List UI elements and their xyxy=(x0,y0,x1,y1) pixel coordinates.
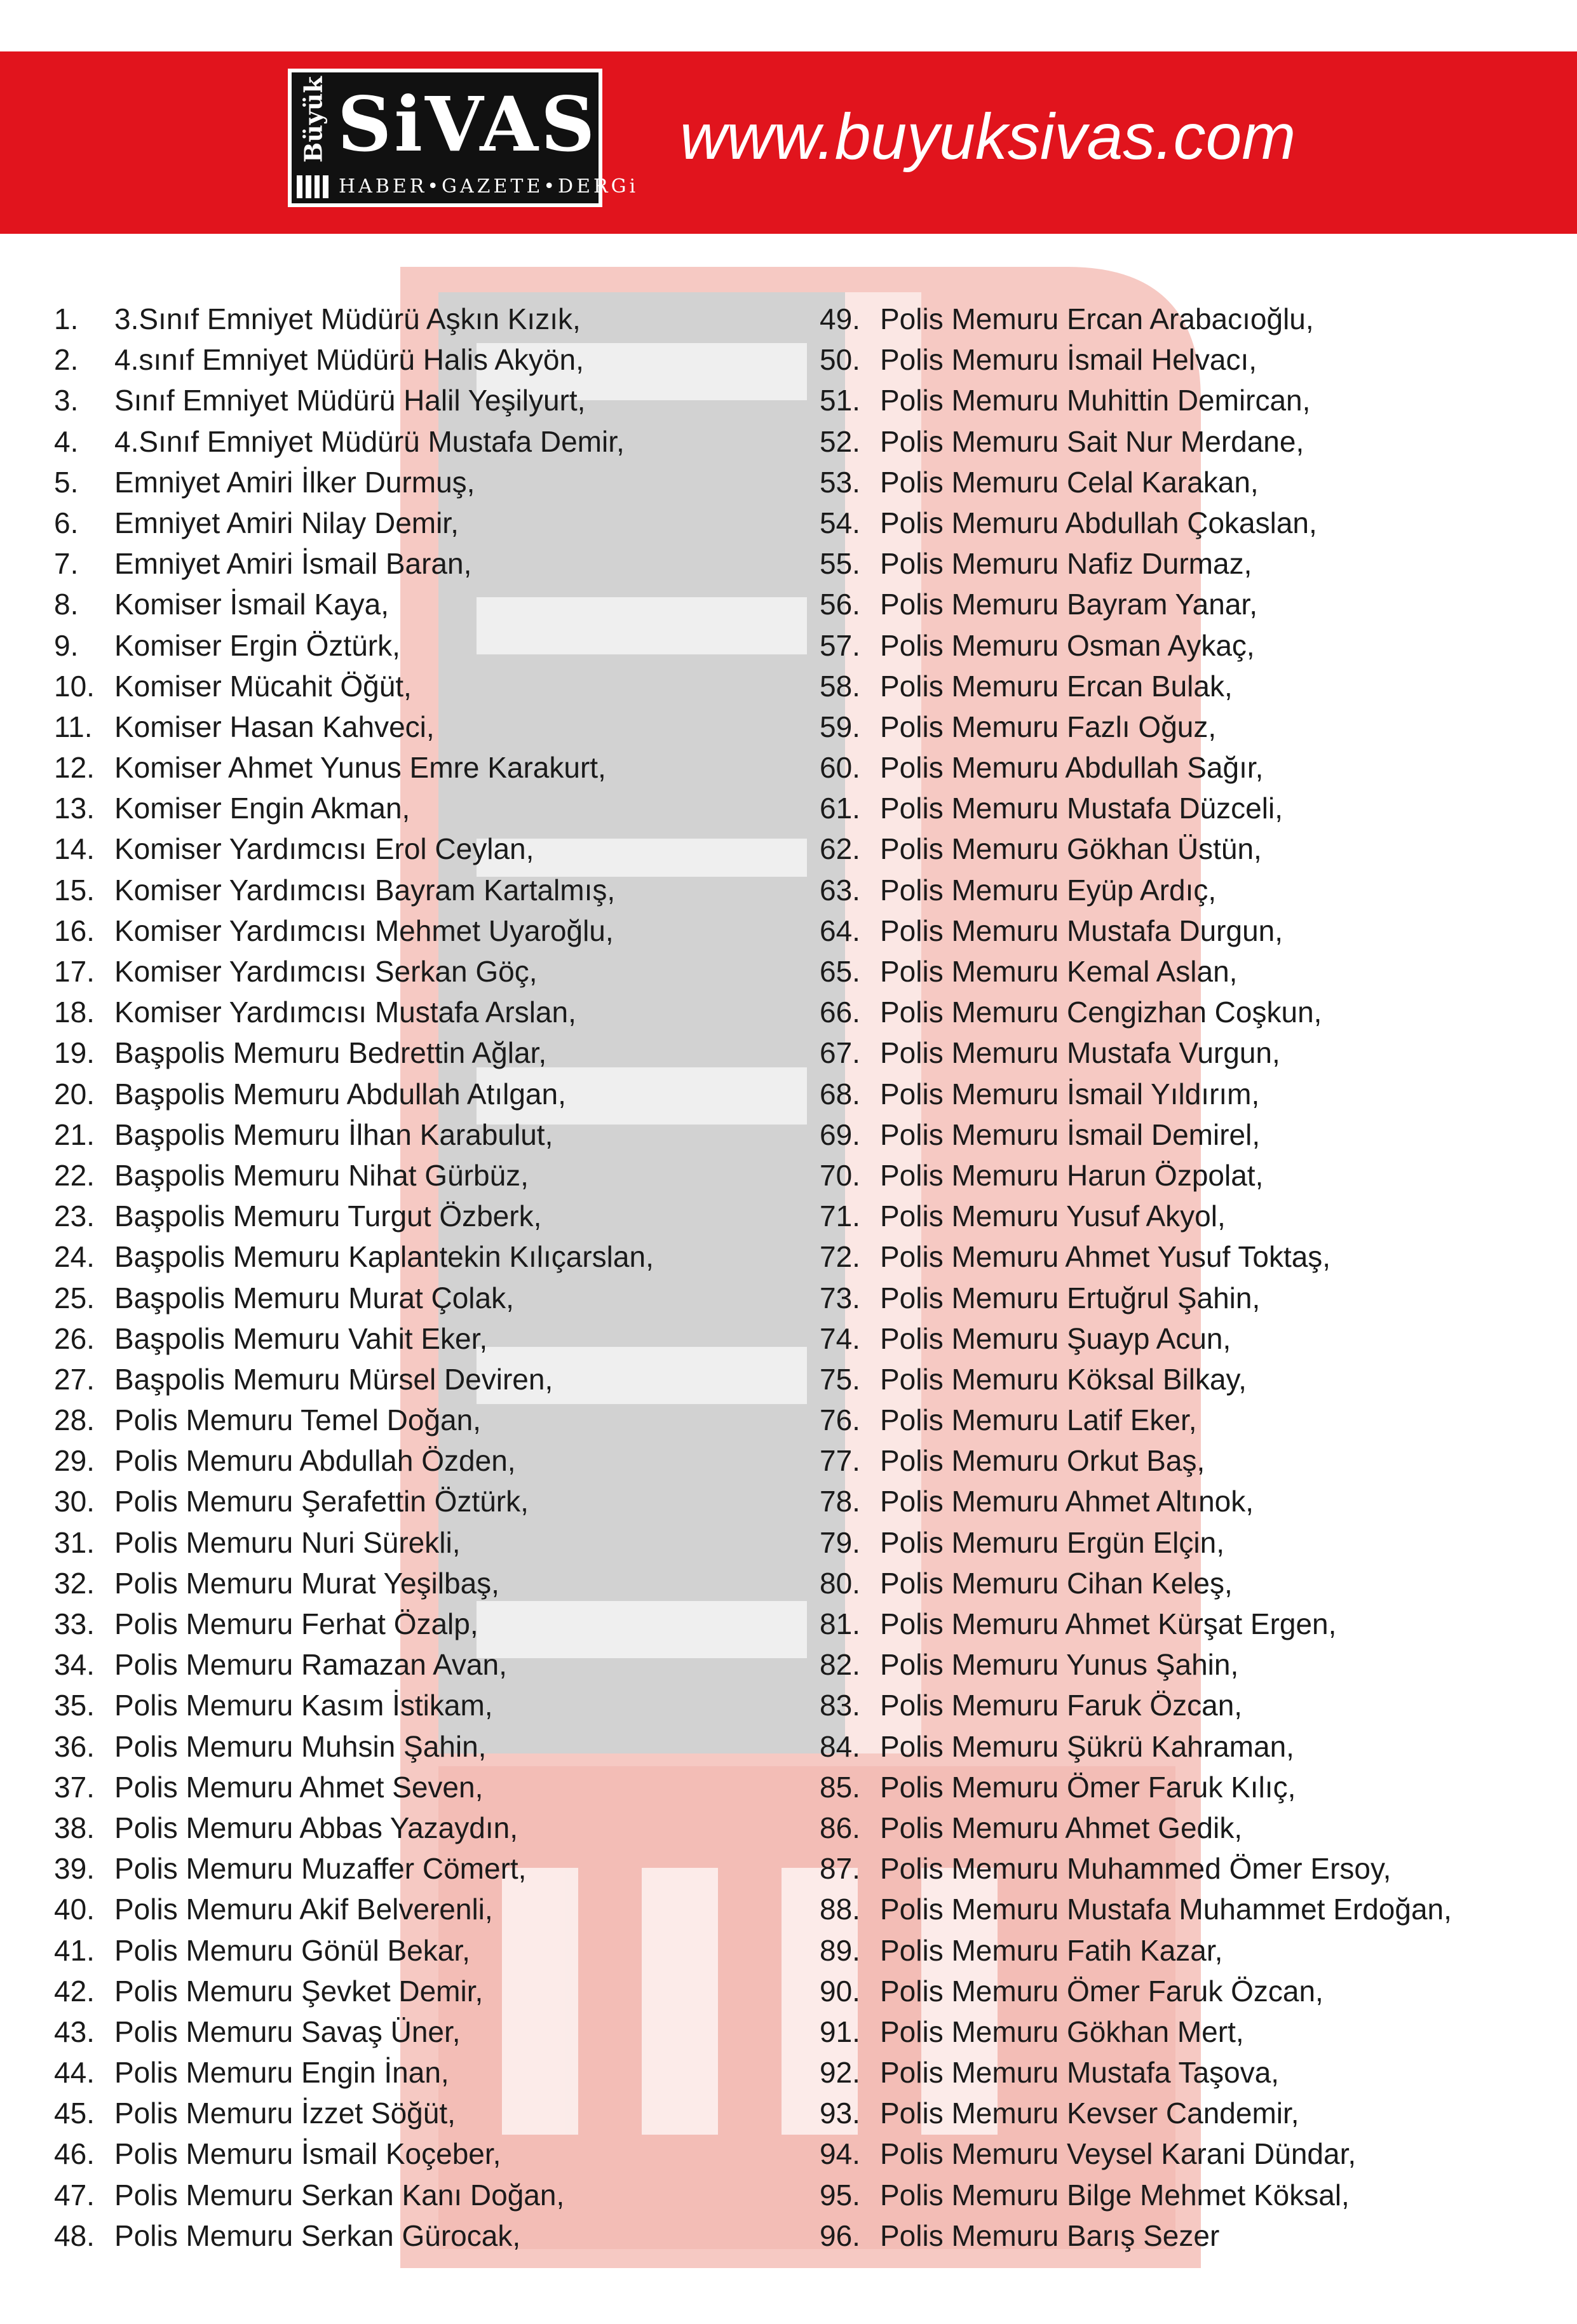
list-item-text: Komiser Yardımcısı Serkan Göç, xyxy=(114,955,538,988)
list-item-number: 76. xyxy=(820,1403,860,1437)
list-item xyxy=(820,788,1577,828)
list-item xyxy=(820,1236,1577,1277)
list-item-text: Polis Memuru Nuri Sürekli, xyxy=(114,1525,461,1559)
list-item xyxy=(54,2011,829,2052)
list-item-number: 12. xyxy=(54,751,95,785)
list-item xyxy=(820,1114,1577,1155)
list-item-text: Polis Memuru Barış Sezer xyxy=(880,2219,1220,2252)
list-item xyxy=(820,1563,1577,1604)
list-item-text: Polis Memuru Orkut Baş, xyxy=(880,1444,1205,1478)
list-item xyxy=(820,1848,1577,1889)
list-item-text: Polis Memuru Osman Aykaç, xyxy=(880,628,1255,662)
list-item-number: 48. xyxy=(54,2219,95,2252)
list-item-text: Başpolis Memuru Murat Çolak, xyxy=(114,1281,514,1314)
list-item-text: Polis Memuru Ertuğrul Şahin, xyxy=(880,1281,1261,1314)
list-item-text: Polis Memuru Fatih Kazar, xyxy=(880,1933,1223,1967)
list-item-text: Polis Memuru Mustafa Taşova, xyxy=(880,2056,1280,2090)
list-item-text: Polis Memuru Ergün Elçin, xyxy=(880,1525,1224,1559)
list-item-number: 73. xyxy=(820,1281,860,1314)
logo-name: SiVAS xyxy=(337,80,598,168)
list-item xyxy=(54,828,829,869)
list-item-number: 81. xyxy=(820,1607,860,1640)
personnel-list-right xyxy=(820,299,1577,2256)
list-item-number: 57. xyxy=(820,628,860,662)
list-item xyxy=(820,1726,1577,1767)
list-item-number: 95. xyxy=(820,2178,860,2212)
list-item-number: 35. xyxy=(54,1689,95,1722)
list-item-text: Polis Memuru Mustafa Vurgun, xyxy=(880,1036,1280,1070)
logo-top-word: Büyük xyxy=(299,76,328,163)
list-item-text: Polis Memuru Ahmet Gedik, xyxy=(880,1811,1243,1844)
list-item xyxy=(820,421,1577,462)
list-item-text: Polis Memuru İsmail Yıldırım, xyxy=(880,1077,1260,1111)
list-item-text: Polis Memuru Ercan Arabacıoğlu, xyxy=(880,302,1314,335)
list-item-text: Başpolis Memuru Mürsel Deviren, xyxy=(114,1362,553,1396)
list-item-text: Polis Memuru Murat Yeşilbaş, xyxy=(114,1566,499,1600)
list-item xyxy=(820,2133,1577,2174)
list-item-text: Başpolis Memuru Abdullah Atılgan, xyxy=(114,1077,566,1111)
list-item xyxy=(54,1236,829,1277)
list-item xyxy=(54,1440,829,1481)
list-item-number: 33. xyxy=(54,1607,95,1640)
list-item-number: 59. xyxy=(820,710,860,743)
list-item-text: Polis Memuru Abdullah Özden, xyxy=(114,1444,516,1478)
list-item-number: 86. xyxy=(820,1811,860,1844)
list-item xyxy=(820,1604,1577,1644)
list-item xyxy=(54,951,829,992)
list-item-number: 27. xyxy=(54,1362,95,1396)
list-item xyxy=(820,870,1577,910)
list-item-text: Polis Memuru Gökhan Üstün, xyxy=(880,832,1262,866)
list-item-number: 15. xyxy=(54,873,95,907)
list-item-number: 51. xyxy=(820,384,860,417)
list-item-text: Polis Memuru Ahmet Seven, xyxy=(114,1770,484,1804)
list-item xyxy=(820,1807,1577,1848)
list-item-text: Polis Memuru Harun Özpolat, xyxy=(880,1158,1264,1192)
list-item xyxy=(54,1278,829,1318)
list-item xyxy=(820,380,1577,421)
list-item-number: 66. xyxy=(820,996,860,1029)
logo-subtitle: HABER•GAZETE•DERGi xyxy=(339,175,639,198)
list-item-number: 25. xyxy=(54,1281,95,1314)
list-item-number: 38. xyxy=(54,1811,95,1844)
list-item-text: Polis Memuru Bayram Yanar, xyxy=(880,588,1257,621)
list-item-number: 64. xyxy=(820,914,860,947)
list-item-text: Polis Memuru Gönül Bekar, xyxy=(114,1933,470,1967)
list-item xyxy=(820,910,1577,951)
list-item-number: 26. xyxy=(54,1321,95,1355)
list-item-text: Komiser Engin Akman, xyxy=(114,792,410,825)
list-item xyxy=(54,625,829,666)
site-url: www.buyuksivas.com xyxy=(680,100,1296,173)
list-item-number: 29. xyxy=(54,1444,95,1478)
list-item-text: Polis Memuru Akif Belverenli, xyxy=(114,1893,493,1926)
list-item xyxy=(820,951,1577,992)
list-item xyxy=(54,1848,829,1889)
list-item xyxy=(820,1522,1577,1563)
list-item-number: 30. xyxy=(54,1485,95,1518)
list-item-number: 78. xyxy=(820,1485,860,1518)
list-item xyxy=(820,1481,1577,1522)
list-item xyxy=(54,1971,829,2011)
list-item-text: Polis Memuru Temel Doğan, xyxy=(114,1403,481,1437)
list-item-text: Polis Memuru Kevser Candemir, xyxy=(880,2097,1299,2130)
list-item-text: Polis Memuru Nafiz Durmaz, xyxy=(880,547,1252,581)
list-item-text: 3.Sınıf Emniyet Müdürü Aşkın Kızık, xyxy=(114,302,581,335)
list-item xyxy=(820,1155,1577,1196)
list-item xyxy=(54,1685,829,1726)
list-item-number: 28. xyxy=(54,1403,95,1437)
list-item xyxy=(54,339,829,380)
list-item xyxy=(820,1196,1577,1236)
list-item xyxy=(820,339,1577,380)
list-item xyxy=(54,1889,829,1929)
list-item-text: Polis Memuru Abdullah Çokaslan, xyxy=(880,506,1317,539)
list-item-number: 17. xyxy=(54,955,95,988)
list-item xyxy=(54,1644,829,1685)
list-item-text: Emniyet Amiri İlker Durmuş, xyxy=(114,465,475,499)
list-item xyxy=(54,1318,829,1359)
list-item-text: Polis Memuru Yunus Şahin, xyxy=(880,1648,1239,1682)
list-item-text: Polis Memuru Bilge Mehmet Köksal, xyxy=(880,2178,1350,2212)
list-item-number: 42. xyxy=(54,1974,95,2008)
list-item-number: 11. xyxy=(54,710,93,743)
list-item-text: Polis Memuru Abbas Yazaydın, xyxy=(114,1811,518,1844)
list-item xyxy=(54,870,829,910)
list-item-text: Komiser İsmail Kaya, xyxy=(114,588,389,621)
list-item xyxy=(820,1400,1577,1440)
logo xyxy=(288,69,639,207)
list-item xyxy=(820,992,1577,1032)
list-item xyxy=(820,584,1577,625)
list-item xyxy=(820,2011,1577,2052)
list-item-text: Polis Memuru Şuayp Acun, xyxy=(880,1321,1231,1355)
list-item-text: Polis Memuru Muhsin Şahin, xyxy=(114,1729,487,1763)
list-item xyxy=(54,1400,829,1440)
list-item-number: 60. xyxy=(820,751,860,785)
list-item xyxy=(820,462,1577,503)
list-item-number: 41. xyxy=(54,1933,95,1967)
list-item-text: Polis Memuru Muhammed Ömer Ersoy, xyxy=(880,1852,1391,1886)
list-item-number: 8. xyxy=(54,588,79,621)
list-item xyxy=(54,421,829,462)
list-item xyxy=(54,462,829,503)
list-item xyxy=(820,666,1577,706)
list-item-text: Komiser Yardımcısı Erol Ceylan, xyxy=(114,832,534,866)
list-item-number: 44. xyxy=(54,2056,95,2090)
list-item-number: 43. xyxy=(54,2015,95,2048)
list-item xyxy=(54,1114,829,1155)
list-item-number: 53. xyxy=(820,465,860,499)
list-item-number: 79. xyxy=(820,1525,860,1559)
list-item xyxy=(820,1685,1577,1726)
list-item-text: Polis Memuru Ahmet Kürşat Ergen, xyxy=(880,1607,1337,1640)
list-item-number: 72. xyxy=(820,1240,860,1274)
list-item xyxy=(54,503,829,543)
list-item-text: Polis Memuru Latif Eker, xyxy=(880,1403,1197,1437)
list-item xyxy=(54,1726,829,1767)
list-item-text: Polis Memuru Kemal Aslan, xyxy=(880,955,1238,988)
list-item xyxy=(54,910,829,951)
list-item-text: Polis Memuru Faruk Özcan, xyxy=(880,1689,1243,1722)
list-item-text: Başpolis Memuru Turgut Özberk, xyxy=(114,1199,542,1233)
list-item-number: 61. xyxy=(820,792,860,825)
list-item xyxy=(54,1155,829,1196)
list-item-number: 47. xyxy=(54,2178,95,2212)
list-item-number: 13. xyxy=(54,792,95,825)
list-item-text: Polis Memuru Gökhan Mert, xyxy=(880,2015,1244,2048)
list-item xyxy=(54,747,829,788)
list-item xyxy=(54,706,829,747)
list-item xyxy=(54,1196,829,1236)
list-item-text: Başpolis Memuru Vahit Eker, xyxy=(114,1321,488,1355)
list-item xyxy=(820,543,1577,584)
list-item xyxy=(820,2175,1577,2215)
list-item-number: 83. xyxy=(820,1689,860,1722)
list-item-text: Polis Memuru Cihan Keleş, xyxy=(880,1566,1233,1600)
list-item xyxy=(54,1604,829,1644)
list-item-number: 92. xyxy=(820,2056,860,2090)
list-item-text: Komiser Hasan Kahveci, xyxy=(114,710,435,743)
list-item xyxy=(54,299,829,339)
list-item-text: Komiser Yardımcısı Mustafa Arslan, xyxy=(114,996,576,1029)
list-item-number: 80. xyxy=(820,1566,860,1600)
list-item-number: 88. xyxy=(820,1893,860,1926)
list-item-number: 49. xyxy=(820,302,860,335)
list-item-number: 52. xyxy=(820,424,860,458)
list-item-number: 90. xyxy=(820,1974,860,2008)
list-item-number: 40. xyxy=(54,1893,95,1926)
list-item-text: Emniyet Amiri Nilay Demir, xyxy=(114,506,459,539)
list-item-number: 84. xyxy=(820,1729,860,1763)
list-item-number: 65. xyxy=(820,955,860,988)
list-item xyxy=(54,584,829,625)
list-item-number: 23. xyxy=(54,1199,95,1233)
list-item-number: 50. xyxy=(820,343,860,377)
list-item xyxy=(820,1318,1577,1359)
list-item xyxy=(54,1359,829,1400)
list-item xyxy=(820,1767,1577,1807)
list-item-text: Polis Memuru Abdullah Sağır, xyxy=(880,751,1264,785)
list-item-text: Polis Memuru Ferhat Özalp, xyxy=(114,1607,478,1640)
list-item-text: Polis Memuru Ömer Faruk Özcan, xyxy=(880,1974,1323,2008)
list-item xyxy=(54,1807,829,1848)
list-item xyxy=(54,2093,829,2133)
list-item-text: Başpolis Memuru Nihat Gürbüz, xyxy=(114,1158,529,1192)
list-item-text: Polis Memuru Mustafa Muhammet Erdoğan, xyxy=(880,1893,1452,1926)
list-item xyxy=(54,380,829,421)
list-item xyxy=(820,1074,1577,1114)
list-item-number: 36. xyxy=(54,1729,95,1763)
list-item-number: 34. xyxy=(54,1648,95,1682)
list-item xyxy=(54,666,829,706)
list-item xyxy=(54,2175,829,2215)
list-item-text: Polis Memuru Celal Karakan, xyxy=(880,465,1259,499)
list-item-number: 22. xyxy=(54,1158,95,1192)
list-item-number: 69. xyxy=(820,1118,860,1151)
list-item-number: 14. xyxy=(54,832,95,866)
list-item-number: 56. xyxy=(820,588,860,621)
list-item xyxy=(54,1032,829,1073)
list-item xyxy=(820,1359,1577,1400)
list-item-number: 7. xyxy=(54,547,79,581)
list-item-text: Polis Memuru Fazlı Oğuz, xyxy=(880,710,1217,743)
list-item xyxy=(54,1074,829,1114)
list-item xyxy=(820,625,1577,666)
list-item-number: 91. xyxy=(820,2015,860,2048)
list-item-text: Polis Memuru Şevket Demir, xyxy=(114,1974,484,2008)
list-item-text: Polis Memuru İsmail Demirel, xyxy=(880,1118,1261,1151)
list-item-text: Polis Memuru Muzaffer Cömert, xyxy=(114,1852,527,1886)
list-item-number: 67. xyxy=(820,1036,860,1070)
list-item-text: Polis Memuru Ercan Bulak, xyxy=(880,669,1233,703)
list-item-number: 9. xyxy=(54,628,79,662)
list-item-text: Polis Memuru Veysel Karani Dündar, xyxy=(880,2137,1357,2171)
list-item-number: 45. xyxy=(54,2097,95,2130)
list-item xyxy=(820,706,1577,747)
list-item-text: Polis Memuru İsmail Helvacı, xyxy=(880,343,1257,377)
list-item-text: Komiser Yardımcısı Bayram Kartalmış, xyxy=(114,873,616,907)
list-item-number: 46. xyxy=(54,2137,95,2171)
list-item xyxy=(820,2052,1577,2093)
list-item-text: Sınıf Emniyet Müdürü Halil Yeşilyurt, xyxy=(114,384,586,417)
list-item xyxy=(820,2215,1577,2256)
list-item-text: Polis Memuru Cengizhan Coşkun, xyxy=(880,996,1322,1029)
list-item-text: Polis Memuru Savaş Üner, xyxy=(114,2015,461,2048)
list-item-number: 75. xyxy=(820,1362,860,1396)
list-item xyxy=(820,1644,1577,1685)
list-item xyxy=(54,2133,829,2174)
list-item-number: 82. xyxy=(820,1648,860,1682)
list-item xyxy=(820,828,1577,869)
list-item-number: 39. xyxy=(54,1852,95,1886)
list-item-number: 5. xyxy=(54,465,79,499)
list-item-number: 16. xyxy=(54,914,95,947)
list-item xyxy=(820,1032,1577,1073)
list-item-number: 71. xyxy=(820,1199,860,1233)
list-item-number: 32. xyxy=(54,1566,95,1600)
list-item-number: 4. xyxy=(54,424,79,458)
list-item xyxy=(54,992,829,1032)
list-item-number: 96. xyxy=(820,2219,860,2252)
list-item xyxy=(820,1889,1577,1929)
list-item-number: 62. xyxy=(820,832,860,866)
list-item xyxy=(54,1767,829,1807)
list-item-text: Polis Memuru Serkan Gürocak, xyxy=(114,2219,521,2252)
list-item-number: 21. xyxy=(54,1118,95,1151)
list-item-number: 93. xyxy=(820,2097,860,2130)
list-item-number: 63. xyxy=(820,873,860,907)
list-item-text: Komiser Ahmet Yunus Emre Karakurt, xyxy=(114,751,606,785)
list-item-text: Başpolis Memuru Bedrettin Ağlar, xyxy=(114,1036,547,1070)
list-item-number: 68. xyxy=(820,1077,860,1111)
list-item-number: 74. xyxy=(820,1321,860,1355)
list-item-text: Komiser Yardımcısı Mehmet Uyaroğlu, xyxy=(114,914,614,947)
list-item-number: 6. xyxy=(54,506,79,539)
list-item-number: 18. xyxy=(54,996,95,1029)
list-item xyxy=(54,2052,829,2093)
list-item-number: 37. xyxy=(54,1770,95,1804)
list-item-number: 19. xyxy=(54,1036,95,1070)
list-item-number: 77. xyxy=(820,1444,860,1478)
list-item-text: 4.Sınıf Emniyet Müdürü Mustafa Demir, xyxy=(114,424,625,458)
list-item-text: Polis Memuru Şerafettin Öztürk, xyxy=(114,1485,529,1518)
list-item-number: 31. xyxy=(54,1525,95,1559)
list-item-text: Polis Memuru Sait Nur Merdane, xyxy=(880,424,1304,458)
list-item xyxy=(54,1930,829,1971)
list-item xyxy=(54,1563,829,1604)
list-item-number: 55. xyxy=(820,547,860,581)
list-item-number: 58. xyxy=(820,669,860,703)
list-item-text: Polis Memuru Mustafa Düzceli, xyxy=(880,792,1283,825)
list-item-text: Emniyet Amiri İsmail Baran, xyxy=(114,547,472,581)
list-item-text: Polis Memuru Şükrü Kahraman, xyxy=(880,1729,1294,1763)
list-item-number: 87. xyxy=(820,1852,860,1886)
list-item-number: 1. xyxy=(54,302,79,335)
list-item xyxy=(54,1522,829,1563)
list-item-number: 3. xyxy=(54,384,79,417)
list-item-text: Polis Memuru Ömer Faruk Kılıç, xyxy=(880,1770,1296,1804)
list-item xyxy=(820,1971,1577,2011)
list-item-number: 10. xyxy=(54,669,95,703)
list-item-text: Polis Memuru İzzet Söğüt, xyxy=(114,2097,456,2130)
list-item xyxy=(820,299,1577,339)
list-item-text: Polis Memuru Muhittin Demircan, xyxy=(880,384,1311,417)
list-item xyxy=(54,2215,829,2256)
list-item-text: Komiser Mücahit Öğüt, xyxy=(114,669,412,703)
list-item xyxy=(820,2093,1577,2133)
list-item-text: Polis Memuru Mustafa Durgun, xyxy=(880,914,1283,947)
list-item xyxy=(820,1278,1577,1318)
list-item-number: 70. xyxy=(820,1158,860,1192)
list-item-text: 4.sınıf Emniyet Müdürü Halis Akyön, xyxy=(114,343,584,377)
list-item-number: 89. xyxy=(820,1933,860,1967)
list-item-text: Polis Memuru Köksal Bilkay, xyxy=(880,1362,1247,1396)
personnel-list-left xyxy=(54,299,829,2256)
list-item-number: 2. xyxy=(54,343,79,377)
list-item-number: 54. xyxy=(820,506,860,539)
list-item-text: Polis Memuru Yusuf Akyol, xyxy=(880,1199,1226,1233)
list-item-text: Polis Memuru Ramazan Avan, xyxy=(114,1648,507,1682)
list-item-number: 24. xyxy=(54,1240,95,1274)
list-item-text: Polis Memuru Ahmet Altınok, xyxy=(880,1485,1254,1518)
list-item-number: 85. xyxy=(820,1770,860,1804)
list-item-text: Polis Memuru Eyüp Ardıç, xyxy=(880,873,1217,907)
list-item xyxy=(54,788,829,828)
list-item-text: Polis Memuru İsmail Koçeber, xyxy=(114,2137,501,2171)
list-item-number: 20. xyxy=(54,1077,95,1111)
list-item-number: 94. xyxy=(820,2137,860,2171)
list-item-text: Başpolis Memuru İlhan Karabulut, xyxy=(114,1118,553,1151)
list-item-text: Komiser Ergin Öztürk, xyxy=(114,628,400,662)
logo-column-icon xyxy=(297,175,328,198)
list-item xyxy=(54,1481,829,1522)
list-item xyxy=(54,543,829,584)
list-item xyxy=(820,503,1577,543)
list-item xyxy=(820,1440,1577,1481)
list-item xyxy=(820,1930,1577,1971)
list-item-text: Polis Memuru Engin İnan, xyxy=(114,2056,449,2090)
list-item-text: Polis Memuru Ahmet Yusuf Toktaş, xyxy=(880,1240,1331,1274)
list-item xyxy=(820,747,1577,788)
list-item-text: Polis Memuru Serkan Kanı Doğan, xyxy=(114,2178,565,2212)
list-item-text: Başpolis Memuru Kaplantekin Kılıçarslan, xyxy=(114,1240,654,1274)
list-item-text: Polis Memuru Kasım İstikam, xyxy=(114,1689,493,1722)
